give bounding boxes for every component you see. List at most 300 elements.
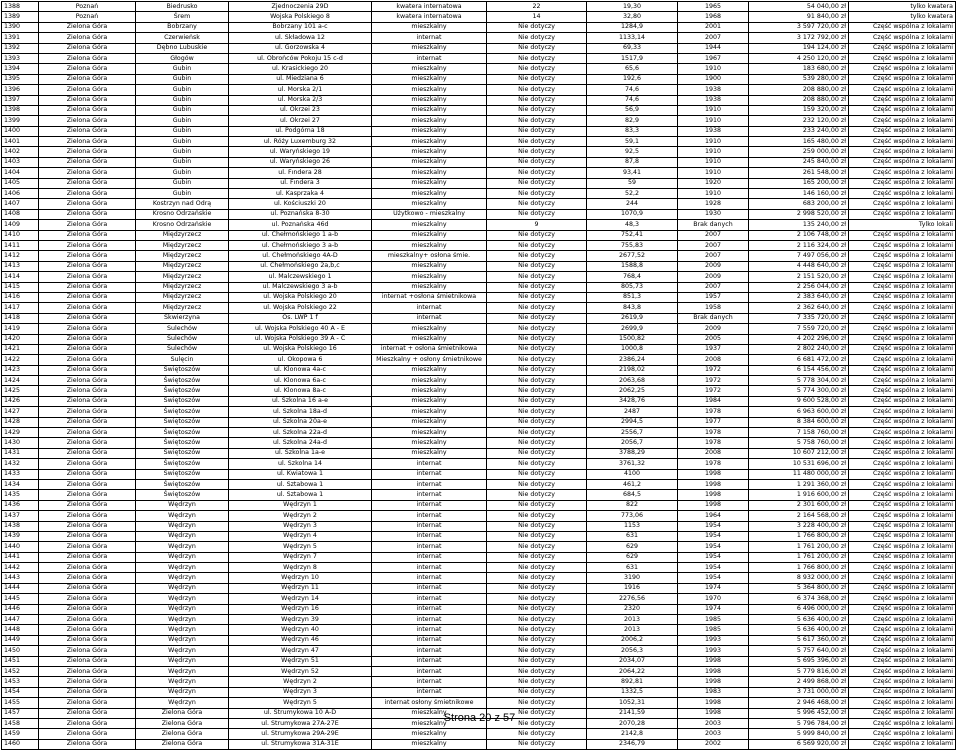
city-cell: Międzyrzecz [136,230,229,240]
row-number-cell: 1409 [2,220,39,230]
row-number-cell: 1393 [2,53,39,63]
row-number-cell: 1420 [2,334,39,344]
table-row [2,739,956,749]
address-cell: ul. Morska 2/3 [229,95,372,105]
row-number-cell: 1428 [2,417,39,427]
scope-cell: Część wspólna z lokalami [849,531,956,541]
scope-cell: Część wspólna z lokalami [849,313,956,323]
city-cell: Dębno Lubuskie [136,43,229,53]
region-cell: Zielona Góra [39,251,136,261]
address-cell: ul. Szkolna 20a-e [229,417,372,427]
apartments-count-cell: Nie dotyczy [487,251,587,261]
address-cell: Wędrzyn 52 [229,667,372,677]
address-cell: Wędrzyn 8 [229,563,372,573]
value-cell: 5 636 400,00 zł [749,615,849,625]
table-row [2,303,956,313]
table-row [2,396,956,406]
area-cell: 52,2 [587,189,678,199]
year-cell: Brak danych [678,220,749,230]
region-cell: Zielona Góra [39,209,136,219]
table-row [2,53,956,63]
value-cell: 4 202 296,00 zł [749,334,849,344]
building-type-cell: internat [372,53,487,63]
address-cell: ul. Miedziana 6 [229,74,372,84]
address-cell: ul. Róży Luxemburg 32 [229,137,372,147]
row-number-cell: 1398 [2,105,39,115]
table-row [2,459,956,469]
table-row [2,552,956,562]
scope-cell: Część wspólna z lokalami [849,209,956,219]
row-number-cell: 1444 [2,583,39,593]
scope-cell: Część wspólna z lokalami [849,615,956,625]
year-cell: 2003 [678,729,749,739]
scope-cell: Część wspólna z lokalami [849,407,956,417]
apartments-count-cell: Nie dotyczy [487,687,587,697]
building-type-cell: mieszkalny [372,240,487,250]
year-cell: 1964 [678,511,749,521]
year-cell: 1957 [678,292,749,302]
apartments-count-cell: Nie dotyczy [487,531,587,541]
apartments-count-cell: Nie dotyczy [487,552,587,562]
region-cell: Zielona Góra [39,698,136,708]
value-cell: 7 497 056,00 zł [749,251,849,261]
value-cell: 10 607 212,00 zł [749,448,849,458]
address-cell: ul. Kasprzaka 4 [229,189,372,199]
apartments-count-cell: Nie dotyczy [487,438,587,448]
row-number-cell: 1435 [2,490,39,500]
city-cell: Świętoszów [136,459,229,469]
table-row [2,324,956,334]
year-cell: 2002 [678,739,749,749]
city-cell: Wędrzyn [136,615,229,625]
region-cell: Zielona Góra [39,74,136,84]
year-cell: 1910 [678,105,749,115]
building-type-cell: internat [372,479,487,489]
region-cell: Zielona Góra [39,396,136,406]
year-cell: 1944 [678,43,749,53]
city-cell: Gubin [136,178,229,188]
year-cell: 1954 [678,552,749,562]
region-cell: Zielona Góra [39,272,136,282]
building-type-cell: internat [372,677,487,687]
area-cell: 773,06 [587,511,678,521]
apartments-count-cell: Nie dotyczy [487,469,587,479]
value-cell: 2 499 868,00 zł [749,677,849,687]
area-cell: 1517,9 [587,53,678,63]
apartments-count-cell: Nie dotyczy [487,479,587,489]
table-row [2,189,956,199]
value-cell: 8 384 600,00 zł [749,417,849,427]
row-number-cell: 1397 [2,95,39,105]
year-cell: 1998 [678,708,749,718]
address-cell: ul. Waryńskiego 19 [229,147,372,157]
value-cell: 159 320,00 zł [749,105,849,115]
region-cell: Zielona Góra [39,292,136,302]
apartments-count-cell: Nie dotyczy [487,500,587,510]
building-type-cell: internat [372,646,487,656]
address-cell: Wędrzyn 11 [229,583,372,593]
building-type-cell: internat [372,615,487,625]
row-number-cell: 1432 [2,459,39,469]
apartments-count-cell: Nie dotyczy [487,511,587,521]
year-cell: 2007 [678,251,749,261]
table-row [2,729,956,739]
city-cell: Zielona Góra [136,718,229,728]
region-cell: Zielona Góra [39,147,136,157]
building-type-cell: mieszkalny [372,261,487,271]
table-row [2,292,956,302]
apartments-count-cell: Nie dotyczy [487,677,587,687]
city-cell: Wędrzyn [136,542,229,552]
apartments-count-cell: Nie dotyczy [487,386,587,396]
area-cell: 1284,9 [587,22,678,32]
address-cell: ul. Klonowa 6a-c [229,376,372,386]
region-cell: Zielona Góra [39,240,136,250]
value-cell: 5 774 300,00 zł [749,386,849,396]
apartments-count-cell: Nie dotyczy [487,344,587,354]
city-cell: Gubin [136,64,229,74]
apartments-count-cell: Nie dotyczy [487,604,587,614]
scope-cell: Część wspólna z lokalami [849,687,956,697]
address-cell: ul. Strumykowa 10 A-D [229,708,372,718]
area-cell: 1070,9 [587,209,678,219]
region-cell: Zielona Góra [39,53,136,63]
area-cell: 87,8 [587,157,678,167]
area-cell: 2198,02 [587,365,678,375]
year-cell: 2005 [678,334,749,344]
area-cell: 3428,76 [587,396,678,406]
year-cell: 1967 [678,53,749,63]
area-cell: 892,81 [587,677,678,687]
address-cell: ul. Składowa 12 [229,33,372,43]
year-cell: 1910 [678,157,749,167]
value-cell: 9 600 528,00 zł [749,396,849,406]
apartments-count-cell: Nie dotyczy [487,74,587,84]
apartments-count-cell: Nie dotyczy [487,718,587,728]
area-cell: 2386,24 [587,355,678,365]
building-type-cell: mieszkalny [372,386,487,396]
city-cell: Świętoszów [136,448,229,458]
region-cell: Zielona Góra [39,64,136,74]
building-type-cell: mieszkalny [372,365,487,375]
city-cell: Gubin [136,126,229,136]
table-row [2,407,956,417]
building-type-cell: mieszkalny [372,178,487,188]
year-cell: 2009 [678,324,749,334]
area-cell: 74,6 [587,85,678,95]
year-cell: 1972 [678,376,749,386]
value-cell: 259 000,00 zł [749,147,849,157]
row-number-cell: 1453 [2,677,39,687]
area-cell: 631 [587,563,678,573]
region-cell: Zielona Góra [39,469,136,479]
building-type-cell: mieszkalny [372,729,487,739]
row-number-cell: 1440 [2,542,39,552]
scope-cell: Część wspólna z lokalami [849,718,956,728]
scope-cell: Część wspólna z lokalami [849,604,956,614]
building-type-cell: internat [372,469,487,479]
table-row [2,95,956,105]
value-cell: 8 932 000,00 zł [749,573,849,583]
building-type-cell: internat [372,687,487,697]
table-row [2,178,956,188]
region-cell: Zielona Góra [39,199,136,209]
row-number-cell: 1414 [2,272,39,282]
value-cell: 3 731 000,00 zł [749,687,849,697]
region-cell: Zielona Góra [39,303,136,313]
city-cell: Sulechów [136,324,229,334]
value-cell: 245 840,00 zł [749,157,849,167]
area-cell: 755,83 [587,240,678,250]
scope-cell: Część wspólna z lokalami [849,85,956,95]
city-cell: Kostrzyn nad Odrą [136,199,229,209]
value-cell: 5 617 360,00 zł [749,635,849,645]
region-cell: Zielona Góra [39,137,136,147]
year-cell: 1910 [678,64,749,74]
row-number-cell: 1447 [2,615,39,625]
scope-cell: Część wspólna z lokalami [849,573,956,583]
area-cell: 48,3 [587,220,678,230]
scope-cell: Część wspólna z lokalami [849,552,956,562]
building-type-cell: internat [372,33,487,43]
address-cell: ul. Szkolna 22a-d [229,428,372,438]
building-type-cell: internat [372,459,487,469]
address-cell: ul. Chełmońskiego 4A-D [229,251,372,261]
address-cell: ul. Szkolna 18a-d [229,407,372,417]
row-number-cell: 1459 [2,729,39,739]
value-cell: 1 766 800,00 zł [749,563,849,573]
table-row [2,137,956,147]
region-cell: Zielona Góra [39,376,136,386]
area-cell: 629 [587,542,678,552]
area-cell: 2034,07 [587,656,678,666]
row-number-cell: 1439 [2,531,39,541]
row-number-cell: 1457 [2,708,39,718]
address-cell: Wędrzyn 5 [229,542,372,552]
year-cell: 2009 [678,261,749,271]
city-cell: Czerwieńsk [136,33,229,43]
building-type-cell: mieszkalny+ osłona śmie. [372,251,487,261]
apartments-count-cell: Nie dotyczy [487,292,587,302]
area-cell: 92,5 [587,147,678,157]
row-number-cell: 1426 [2,396,39,406]
table-row [2,272,956,282]
area-cell: 1153 [587,521,678,531]
address-cell: Wędrzyn 1 [229,500,372,510]
table-row [2,583,956,593]
scope-cell: Część wspólna z lokalami [849,199,956,209]
city-cell: Świętoszów [136,365,229,375]
row-number-cell: 1400 [2,126,39,136]
city-cell: Wędrzyn [136,583,229,593]
table-row [2,604,956,614]
row-number-cell: 1394 [2,64,39,74]
building-type-cell: mieszkalny [372,324,487,334]
region-cell: Zielona Góra [39,282,136,292]
city-cell: Zielona Góra [136,739,229,749]
value-cell: 5 779 816,00 zł [749,667,849,677]
scope-cell: Część wspólna z lokalami [849,157,956,167]
value-cell: 2 256 044,00 zł [749,282,849,292]
area-cell: 2677,52 [587,251,678,261]
scope-cell: Część wspólna z lokalami [849,64,956,74]
scope-cell: Część wspólna z lokalami [849,729,956,739]
region-cell: Zielona Góra [39,490,136,500]
city-cell: Świętoszów [136,417,229,427]
apartments-count-cell: Nie dotyczy [487,334,587,344]
apartments-count-cell: 9 [487,220,587,230]
value-cell: 6 681 472,00 zł [749,355,849,365]
address-cell: ul. Chełmońskiego 3 a-b [229,240,372,250]
table-row [2,261,956,271]
table-row [2,646,956,656]
scope-cell: Część wspólna z lokalami [849,656,956,666]
table-row [2,2,956,12]
apartments-count-cell: Nie dotyczy [487,282,587,292]
table-row [2,105,956,115]
address-cell: ul. Szkolna 1a-e [229,448,372,458]
row-number-cell: 1399 [2,116,39,126]
region-cell: Zielona Góra [39,407,136,417]
year-cell: 1928 [678,199,749,209]
area-cell: 805,73 [587,282,678,292]
scope-cell: Część wspólna z lokalami [849,428,956,438]
apartments-count-cell: Nie dotyczy [487,355,587,365]
year-cell: 1993 [678,646,749,656]
year-cell: 2007 [678,230,749,240]
value-cell: 146 160,00 zł [749,189,849,199]
scope-cell: Część wspólna z lokalami [849,303,956,313]
area-cell: 2070,28 [587,718,678,728]
table-row [2,573,956,583]
building-type-cell: internat [372,552,487,562]
city-cell: Wędrzyn [136,500,229,510]
value-cell: 208 880,00 zł [749,85,849,95]
city-cell: Wędrzyn [136,656,229,666]
value-cell: 5 778 304,00 zł [749,376,849,386]
area-cell: 1916 [587,583,678,593]
building-type-cell: internat [372,490,487,500]
table-row [2,376,956,386]
address-cell: Zjednoczenia 29D [229,2,372,12]
year-cell: 2007 [678,33,749,43]
address-cell: Wędrzyn 51 [229,656,372,666]
region-cell: Zielona Góra [39,656,136,666]
year-cell: 1977 [678,417,749,427]
region-cell: Zielona Góra [39,313,136,323]
address-cell: ul. Okrzei 27 [229,116,372,126]
region-cell: Zielona Góra [39,459,136,469]
area-cell: 2487 [587,407,678,417]
city-cell: Wędrzyn [136,511,229,521]
area-cell: 2320 [587,604,678,614]
value-cell: 165 200,00 zł [749,178,849,188]
apartments-count-cell: 22 [487,2,587,12]
building-type-cell: internat [372,313,487,323]
year-cell: 1954 [678,573,749,583]
building-type-cell: Użytkowo - mieszkalny [372,209,487,219]
area-cell: 2064,22 [587,667,678,677]
building-type-cell: mieszkalny [372,126,487,136]
scope-cell: Część wspólna z lokalami [849,292,956,302]
region-cell: Zielona Góra [39,168,136,178]
building-type-cell: internat + osłona śmietnikowa [372,344,487,354]
apartments-count-cell: Nie dotyczy [487,396,587,406]
scope-cell: Część wspólna z lokalami [849,594,956,604]
region-cell: Zielona Góra [39,261,136,271]
row-number-cell: 1402 [2,147,39,157]
table-row [2,490,956,500]
address-cell: ul. Okopowa 6 [229,355,372,365]
table-row [2,220,956,230]
address-cell: Wędrzyn 2 [229,511,372,521]
area-cell: 2062,25 [587,386,678,396]
region-cell: Zielona Góra [39,542,136,552]
area-cell: 2276,56 [587,594,678,604]
scope-cell: Część wspólna z lokalami [849,376,956,386]
year-cell: 1930 [678,209,749,219]
year-cell: 1984 [678,396,749,406]
area-cell: 2006,2 [587,635,678,645]
address-cell: ul. Chełmońskiego 2a,b,c [229,261,372,271]
year-cell: 1954 [678,542,749,552]
area-cell: 768,4 [587,272,678,282]
row-number-cell: 1417 [2,303,39,313]
city-cell: Wędrzyn [136,698,229,708]
value-cell: 3 228 400,00 zł [749,521,849,531]
address-cell: Wędrzyn 40 [229,625,372,635]
year-cell: 1998 [678,490,749,500]
address-cell: ul. Strumykowa 31A-31E [229,739,372,749]
address-cell: ul. Kwiatowa 1 [229,469,372,479]
region-cell: Zielona Góra [39,625,136,635]
city-cell: Gubin [136,189,229,199]
region-cell: Zielona Góra [39,157,136,167]
row-number-cell: 1434 [2,479,39,489]
area-cell: 2056,7 [587,438,678,448]
area-cell: 2056,3 [587,646,678,656]
row-number-cell: 1443 [2,573,39,583]
region-cell: Zielona Góra [39,677,136,687]
building-type-cell: mieszkalny [372,95,487,105]
region-cell: Zielona Góra [39,365,136,375]
row-number-cell: 1410 [2,230,39,240]
row-number-cell: 1430 [2,438,39,448]
region-cell: Zielona Góra [39,521,136,531]
city-cell: Zielona Góra [136,729,229,739]
row-number-cell: 1446 [2,604,39,614]
year-cell: 1954 [678,563,749,573]
scope-cell: Część wspólna z lokalami [849,116,956,126]
scope-cell: Część wspólna z lokalami [849,344,956,354]
region-cell: Zielona Góra [39,594,136,604]
apartments-count-cell: Nie dotyczy [487,147,587,157]
building-type-cell: internat [372,542,487,552]
value-cell: 233 240,00 zł [749,126,849,136]
scope-cell: Część wspólna z lokalami [849,365,956,375]
city-cell: Międzyrzecz [136,272,229,282]
city-cell: Świętoszów [136,407,229,417]
scope-cell: Część wspólna z lokalami [849,500,956,510]
area-cell: 59,1 [587,137,678,147]
table-row [2,334,956,344]
table-row [2,64,956,74]
address-cell: ul. Wojska Polskiego 20 [229,292,372,302]
scope-cell: Część wspólna z lokalami [849,137,956,147]
year-cell: 1910 [678,189,749,199]
value-cell: 683 200,00 zł [749,199,849,209]
value-cell: 91 840,00 zł [749,12,849,22]
